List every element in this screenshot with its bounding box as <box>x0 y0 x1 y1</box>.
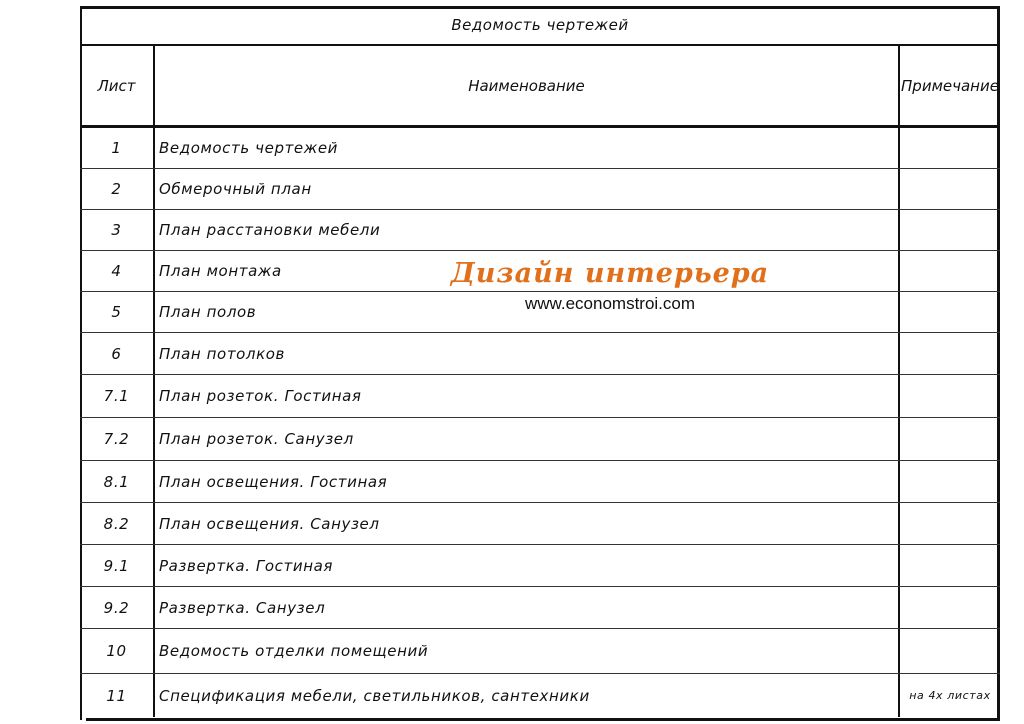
row-note <box>900 587 1000 628</box>
row-sheet-number: 4 <box>80 251 155 291</box>
row-note <box>900 169 1000 209</box>
row-name: План розеток. Гостиная <box>155 375 900 417</box>
row-name: Спецификация мебели, светильников, сантехники <box>155 674 900 717</box>
table-row <box>80 333 1000 375</box>
row-note <box>900 461 1000 502</box>
table-row <box>80 375 1000 418</box>
table-title: Ведомость чертежей <box>80 6 1000 46</box>
row-name: Развертка. Санузел <box>155 587 900 628</box>
row-note <box>900 292 1000 332</box>
table-row <box>80 210 1000 251</box>
row-sheet-number: 8.2 <box>80 503 155 544</box>
table-row <box>80 545 1000 587</box>
row-note <box>900 629 1000 673</box>
row-name: План освещения. Гостиная <box>155 461 900 502</box>
row-sheet-number: 2 <box>80 169 155 209</box>
row-sheet-number: 1 <box>80 128 155 168</box>
table-body <box>80 128 1000 717</box>
row-name: План розеток. Санузел <box>155 418 900 460</box>
header-note: Примечание <box>901 76 999 95</box>
row-note <box>900 251 1000 291</box>
row-name: Ведомость отделки помещений <box>155 629 900 673</box>
table-row <box>80 587 1000 629</box>
row-name: План освещения. Санузел <box>155 503 900 544</box>
watermark <box>450 258 770 316</box>
table-row <box>80 461 1000 503</box>
table-row <box>80 503 1000 545</box>
watermark-title: Дизайн интерьера <box>450 258 770 289</box>
row-sheet-number: 8.1 <box>80 461 155 502</box>
row-note <box>900 210 1000 250</box>
table-header-row <box>80 46 1000 128</box>
row-note <box>900 128 1000 168</box>
table-row <box>80 418 1000 461</box>
row-sheet-number: 9.2 <box>80 587 155 628</box>
row-note <box>900 545 1000 586</box>
row-name: План потолков <box>155 333 900 374</box>
row-sheet-number: 7.1 <box>80 375 155 417</box>
row-name: План монтажа <box>155 251 900 291</box>
table-row <box>80 674 1000 717</box>
header-name: Наименование <box>155 46 900 125</box>
header-sheet: Лист <box>80 46 155 125</box>
row-sheet-number: 9.1 <box>80 545 155 586</box>
row-sheet-number: 7.2 <box>80 418 155 460</box>
row-note <box>900 418 1000 460</box>
watermark-url: www.economstroi.com <box>524 294 696 313</box>
row-note <box>900 503 1000 544</box>
table-row <box>80 169 1000 210</box>
row-name: Ведомость чертежей <box>155 128 900 168</box>
row-note: на 4х листах <box>909 689 991 702</box>
row-name: План полов <box>155 292 900 332</box>
row-note <box>900 333 1000 374</box>
table-row <box>80 629 1000 674</box>
row-sheet-number: 10 <box>80 629 155 673</box>
row-note <box>900 375 1000 417</box>
row-sheet-number: 3 <box>80 210 155 250</box>
row-sheet-number: 5 <box>80 292 155 332</box>
row-sheet-number: 6 <box>80 333 155 374</box>
row-name: Обмерочный план <box>155 169 900 209</box>
row-sheet-number: 11 <box>80 674 155 717</box>
drawing-list-sheet <box>80 6 1000 724</box>
bottom-rule <box>86 718 1000 721</box>
table-row <box>80 128 1000 169</box>
row-name: План расстановки мебели <box>155 210 900 250</box>
row-name: Развертка. Гостиная <box>155 545 900 586</box>
